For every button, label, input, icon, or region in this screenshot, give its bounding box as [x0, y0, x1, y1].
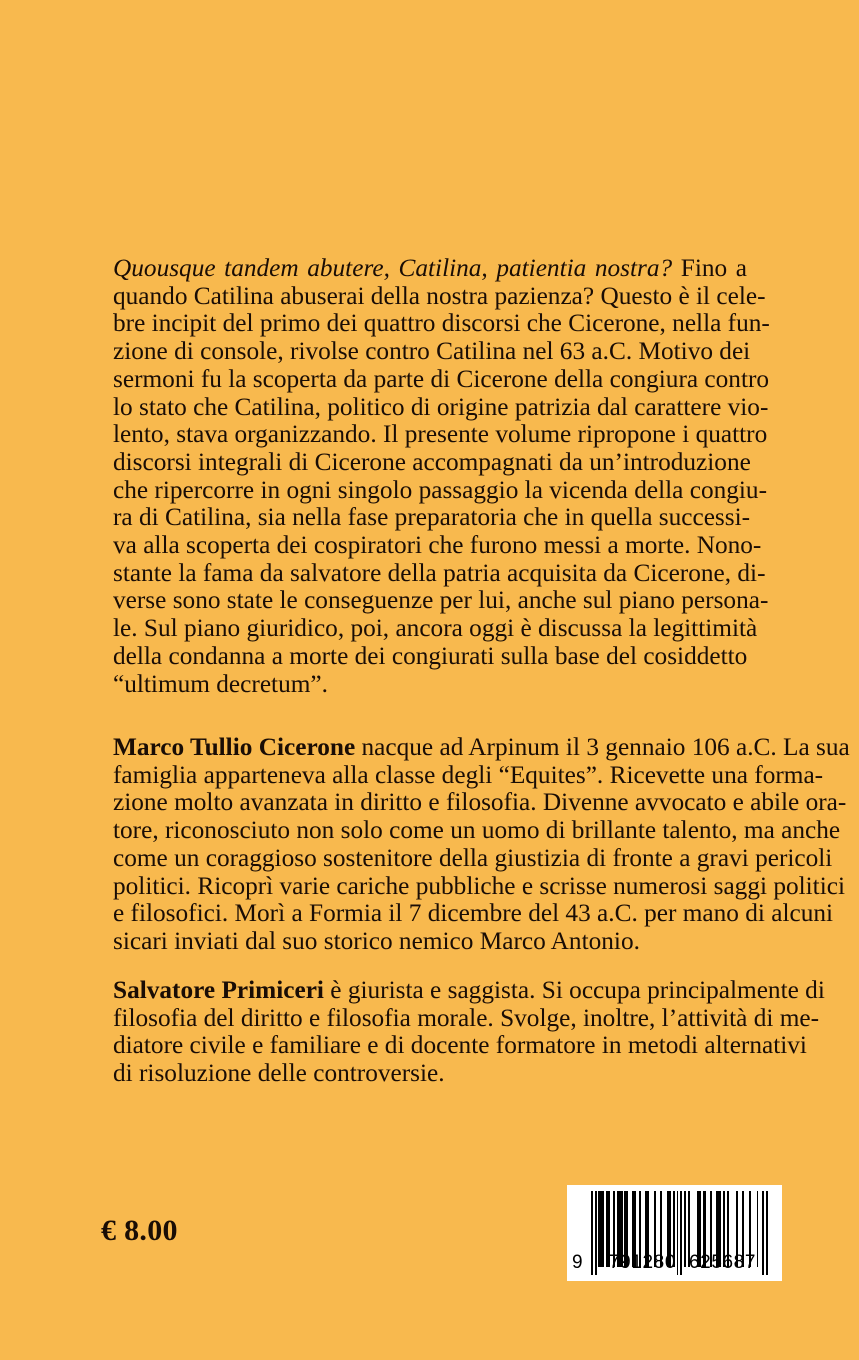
line-text: sermoni fu la scoperta da parte di Cicerone della congiura contro: [113, 364, 770, 393]
text-line: [113, 1060, 747, 1088]
text-line: [113, 733, 850, 762]
line-text: politici. Ricoprì varie cariche pubbliche e scrisse numerosi saggi politici: [113, 871, 845, 900]
text-line: [113, 447, 751, 477]
text-line: [113, 928, 747, 956]
line-text: ra di Catilina, sia nella fase preparatoria che in quella successi-: [113, 503, 751, 532]
line-text: che ripercorre in ogni singolo passaggio la vicenda della congiu-: [113, 475, 767, 504]
text-line: [113, 586, 769, 615]
barcode-bar: [680, 1191, 682, 1275]
text-line: [113, 671, 747, 699]
line-text: e filosofici. Morì a Formia il 7 dicembre del 43 a.C. per mano di alcuni: [113, 899, 834, 928]
isbn-barcode: [567, 1185, 782, 1281]
barcode-bar: [598, 1191, 604, 1267]
text-line: [113, 788, 847, 817]
price-label: € 8.00: [101, 1214, 178, 1247]
line-text: sicari inviati dal suo storico nemico Marco Antonio.: [113, 926, 640, 955]
line-text: è giurista e saggista. Si occupa principalmente di: [323, 976, 825, 1004]
text-line: [113, 337, 751, 366]
line-text: va alla scoperta dei cospiratori che furono messi a morte. Nono-: [113, 531, 762, 560]
barcode-digits-right: 625687: [689, 1252, 757, 1273]
line-text: zione molto avanzata in diritto e filosofia. Divenne avvocato e abile ora-: [113, 788, 847, 817]
line-text: bre incipit del primo dei quattro discorsi che Cicerone, nella fun-: [113, 309, 770, 338]
line-text: della condanna a morte dei congiurati sulla base del cosiddetto: [113, 641, 748, 670]
text-line: [113, 643, 747, 671]
line-text: lo stato che Catilina, politico di origine patrizia dal carattere vio-: [113, 392, 769, 421]
barcode-bar: [595, 1191, 597, 1275]
barcode-bar: [766, 1191, 768, 1275]
text-line: [113, 503, 751, 532]
text-line: [113, 558, 766, 588]
text-line: [113, 475, 767, 505]
barcode-bar: [757, 1191, 759, 1267]
line-text: quando Catilina abuserai della nostra pazienza? Questo è il cele-: [113, 281, 766, 310]
text-line: [113, 392, 769, 422]
text-line: [113, 871, 845, 901]
line-text: Fino a: [672, 254, 747, 282]
line-text: tore, riconosciuto non solo come un uomo di brillante talento, ma anche: [113, 816, 841, 845]
editor-bio-primiceri: [113, 976, 825, 1088]
text-line: [113, 531, 762, 560]
line-text: di risoluzione delle controversie.: [113, 1059, 445, 1088]
line-text: le. Sul piano giuridico, poi, ancora oggi è discussa la legittimità: [113, 614, 758, 643]
barcode-bar: [677, 1191, 679, 1275]
barcode-bar: [684, 1191, 686, 1267]
barcode-digit-lead: 9: [572, 1252, 583, 1273]
line-text: discorsi integrali di Cicerone accompagnati da un’introduzione: [113, 447, 751, 476]
person-name: Salvatore Primiceri: [113, 976, 324, 1004]
line-text: nacque ad Arpinum il 3 gennaio 106 a.C. La sua: [355, 733, 850, 761]
line-text: verse sono state le conseguenze per lui, anche sul piano persona-: [113, 586, 769, 615]
line-text: filosofia del diritto e filosofia morale. Svolge, inoltre, l’attività di me-: [113, 1003, 820, 1032]
line-text: diatore civile e familiare e di docente formatore in metodi alternativi: [113, 1031, 807, 1060]
text-line: [113, 843, 833, 873]
line-text: lento, stava organizzando. Il presente volume ripropone i quattro: [113, 420, 768, 449]
person-name: Marco Tullio Cicerone: [113, 733, 356, 761]
back-cover-blurb: [113, 254, 770, 698]
line-text: stante la fama da salvatore della patria acquisita da Cicerone, di-: [113, 558, 766, 587]
barcode-bar: [591, 1191, 593, 1275]
line-text: famiglia apparteneva alla classe degli “Equites”. Ricevette una forma-: [113, 760, 824, 789]
text-line: [113, 816, 841, 845]
text-line: [113, 976, 825, 1005]
text-line: [113, 899, 834, 928]
line-text: “ultimum decretum”.: [113, 669, 328, 698]
line-text: come un coraggioso sostenitore della giustizia di fronte a gravi pericoli: [113, 843, 833, 872]
text-line: [113, 255, 747, 283]
barcode-bar: [762, 1191, 764, 1275]
latin-quote: Quousque tandem abutere, Catilina, patientia nostra?: [113, 254, 673, 282]
text-line: [113, 1031, 807, 1060]
text-line: [113, 614, 758, 643]
line-text: zione di console, rivolse contro Catilina nel 63 a.C. Motivo dei: [113, 337, 751, 366]
text-line: [113, 420, 768, 449]
barcode-digits-left: 791280: [609, 1252, 677, 1273]
text-line: [113, 309, 770, 338]
text-line: [113, 281, 766, 311]
text-line: [113, 1003, 820, 1033]
text-line: [113, 364, 770, 394]
text-line: [113, 760, 824, 790]
author-bio-cicerone: [113, 733, 850, 956]
